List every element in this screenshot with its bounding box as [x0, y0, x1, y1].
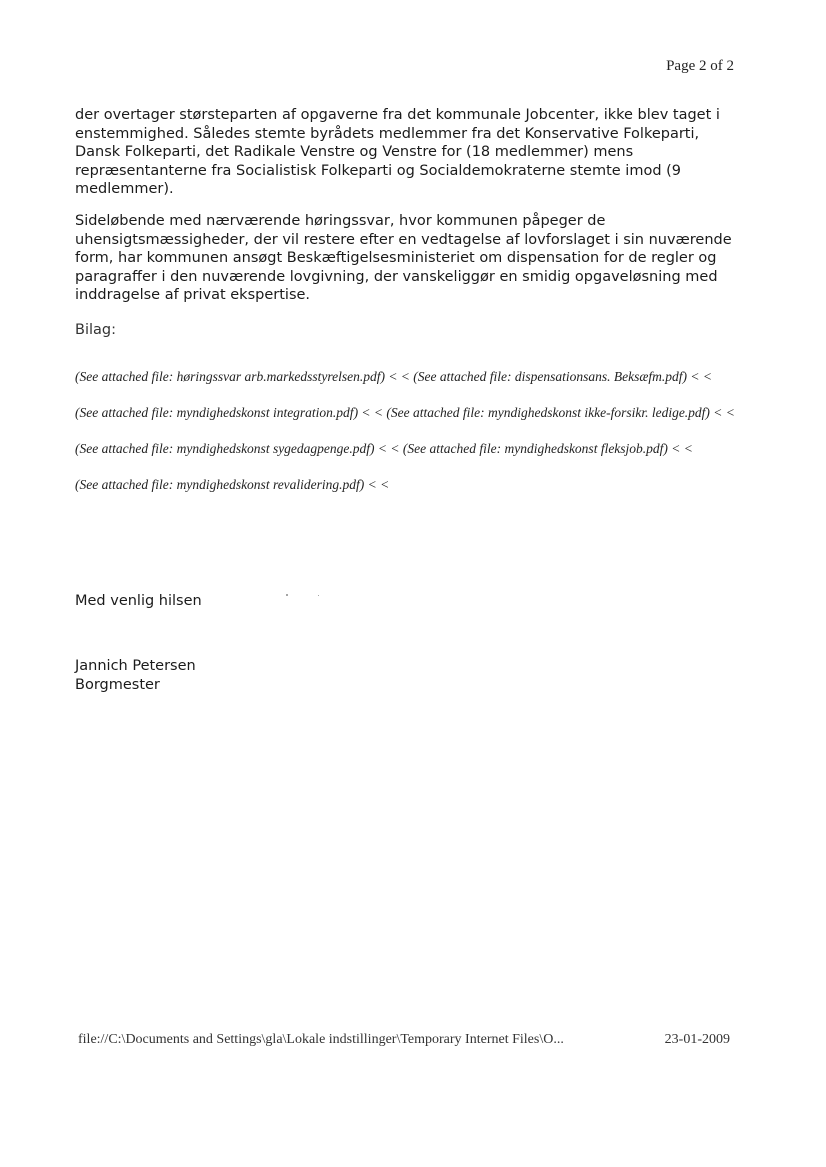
attachment-line-1[interactable]: (See attached file: høringssvar arb.markedsstyrelsen.pdf) < < (See attached file: dispensationsans. Beksæfm.pdf) < < [75, 369, 712, 384]
signature-block [75, 657, 196, 694]
signer-title: Borgmester [75, 676, 160, 693]
closing-salutation: Med venlig hilsen [75, 593, 202, 609]
body-paragraph-1: der overtager størsteparten af opgaverne fra det kommunale Jobcenter, ikke blev taget i enstemmighed. Således stemte byrådets medlemmer fra det Konservative Folkeparti, Dansk Folkeparti, det Radikale Venstre og Venstre for (18 medlemmer) mens repræsentanterne fra Socialistisk Folkeparti og Socialdemokraterne stemte imod (9 medlemmer). [75, 107, 720, 198]
signer-name: Jannich Petersen [75, 658, 196, 674]
attachment-list [75, 368, 745, 512]
scan-speck [318, 595, 319, 596]
attachment-line-4[interactable]: (See attached file: myndighedskonst revalidering.pdf) < < [75, 477, 390, 492]
attachment-line-3[interactable]: (See attached file: myndighedskonst sygedagpenge.pdf) < < (See attached file: myndighedskonst fleksjob.pdf) < < [75, 441, 693, 456]
page-number: Page 2 of 2 [666, 58, 734, 74]
footer-date: 23-01-2009 [664, 1032, 730, 1047]
scan-speck [286, 594, 288, 596]
attachments-heading: Bilag: [75, 322, 116, 338]
page-footer [78, 1032, 730, 1048]
body-paragraph-2: Sideløbende med nærværende høringssvar, hvor kommunen påpeger de uhensigtsmæssigheder, der vil restere efter en vedtagelse af lovforslaget i sin nuværende form, har kommunen ansøgt Beskæftigelsesministeriet om dispensation for de regler og paragraffer i den nuværende lovgivning, der vanskeliggør en smidig opgaveløsning med inddragelse af privat ekspertise. [75, 213, 732, 304]
footer-file-path: file://C:\Documents and Settings\gla\Lokale indstillinger\Temporary Internet Files\O... [78, 1032, 564, 1047]
attachment-line-2[interactable]: (See attached file: myndighedskonst integration.pdf) < < (See attached file: myndighedskonst ikke-forsikr. ledige.pdf) < < [75, 405, 735, 420]
